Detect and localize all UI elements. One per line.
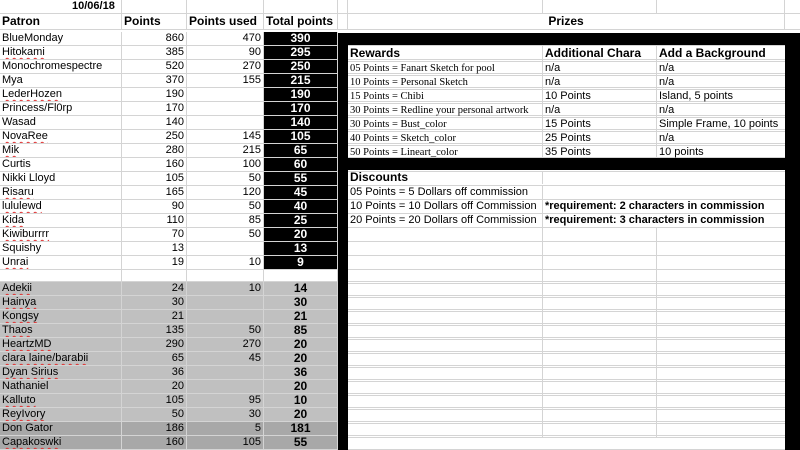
empty-cell[interactable] xyxy=(543,340,657,353)
empty-cell[interactable] xyxy=(348,354,543,367)
empty-cell[interactable] xyxy=(657,410,785,423)
total-points-cell[interactable]: 13 xyxy=(264,242,338,255)
total-points-cell[interactable]: 105 xyxy=(264,130,338,143)
empty-cell[interactable] xyxy=(657,340,785,353)
prizes-header[interactable]: Prizes xyxy=(348,14,785,29)
points-cell[interactable]: 165 xyxy=(122,186,187,199)
sheet-row-date xyxy=(0,0,800,14)
empty-cell[interactable] xyxy=(543,326,657,339)
points-cell[interactable]: 105 xyxy=(122,172,187,185)
patron-header[interactable]: Patron xyxy=(0,14,122,29)
patron-name-cell[interactable]: lululеwd xyxy=(0,200,122,213)
points-used-cell[interactable]: 100 xyxy=(187,158,264,171)
empty-cell[interactable] xyxy=(348,340,543,353)
additional-chara-cell[interactable]: 15 Points xyxy=(543,118,657,131)
reward-row xyxy=(348,90,785,104)
additional-chara-cell[interactable]: n/a xyxy=(543,76,657,89)
points-cell[interactable]: 160 xyxy=(122,436,187,449)
patron-name-cell[interactable]: Don Gator xyxy=(0,422,122,435)
reward-row xyxy=(348,118,785,132)
points-cell[interactable]: 110 xyxy=(122,214,187,227)
empty-row xyxy=(348,242,785,256)
empty-cell[interactable] xyxy=(348,410,543,423)
points-used-cell[interactable] xyxy=(187,102,264,115)
empty-row xyxy=(348,424,785,438)
discounts-header-row xyxy=(348,171,785,186)
additional-chara-cell[interactable]: n/a xyxy=(543,104,657,117)
empty-cell[interactable] xyxy=(348,312,543,325)
points-cell[interactable]: 19 xyxy=(122,256,187,269)
rewards-header[interactable]: Rewards xyxy=(348,46,543,61)
points-cell[interactable]: 65 xyxy=(122,352,187,365)
points-used-cell[interactable]: 120 xyxy=(187,186,264,199)
total-points-cell[interactable]: 20 xyxy=(264,228,338,241)
add-background-cell[interactable]: n/a xyxy=(659,62,675,74)
add-background-cell[interactable]: n/a xyxy=(659,132,675,144)
discount-cell[interactable]: 05 Points = 5 Dollars off commission xyxy=(348,186,543,199)
discount-row xyxy=(348,200,785,214)
points-cell[interactable]: 170 xyxy=(122,102,187,115)
points-cell[interactable]: 30 xyxy=(122,296,187,309)
empty-cell[interactable] xyxy=(348,270,543,283)
points-cell[interactable]: 70 xyxy=(122,228,187,241)
total-points-cell[interactable]: 170 xyxy=(264,102,338,115)
cell-blank-d[interactable] xyxy=(264,268,338,281)
patron-name-cell[interactable]: BlueMonday xyxy=(0,32,122,45)
empty-cell[interactable] xyxy=(348,368,543,381)
patron-name-cell[interactable]: Mya xyxy=(0,74,122,87)
points-cell[interactable]: 13 xyxy=(122,242,187,255)
total-points-cell[interactable]: 20 xyxy=(264,380,338,393)
discount-list xyxy=(348,186,785,228)
empty-row xyxy=(348,410,785,424)
points-cell[interactable]: 21 xyxy=(122,310,187,323)
empty-cell[interactable] xyxy=(657,326,785,339)
reward-cell[interactable]: 50 Points = Lineart_color xyxy=(348,146,543,159)
empty-cell[interactable] xyxy=(543,228,657,241)
prizes-right-band xyxy=(785,33,800,450)
points-cell[interactable]: 24 xyxy=(122,282,187,295)
patron-name-cell[interactable]: Mik xyxy=(0,144,122,157)
points-used-cell[interactable] xyxy=(187,380,264,393)
patron-name-cell[interactable]: Kiwiburrrr xyxy=(0,228,122,241)
points-used-cell[interactable]: 105 xyxy=(187,436,264,449)
points-cell[interactable]: 186 xyxy=(122,422,187,435)
empty-cell[interactable] xyxy=(348,256,543,269)
prizes-left-band xyxy=(338,33,348,450)
patron-name-cell[interactable]: Adekii xyxy=(0,282,122,295)
total-points-cell[interactable]: 14 xyxy=(264,282,338,295)
points-used-cell[interactable]: 270 xyxy=(187,338,264,351)
empty-cell[interactable] xyxy=(348,284,543,297)
points-cell[interactable]: 50 xyxy=(122,408,187,421)
discount-row xyxy=(348,214,785,228)
points-cell[interactable]: 135 xyxy=(122,324,187,337)
reward-row xyxy=(348,104,785,118)
empty-row xyxy=(348,270,785,284)
empty-cell[interactable] xyxy=(348,396,543,409)
empty-cell[interactable] xyxy=(543,396,657,409)
total-points-cell[interactable]: 40 xyxy=(264,200,338,213)
points-used-cell[interactable] xyxy=(187,116,264,129)
patron-name-cell[interactable]: Hainya xyxy=(0,296,122,309)
discount-cell[interactable]: 20 Points = 20 Dollars off Commission xyxy=(348,214,543,227)
cell-blank-b[interactable] xyxy=(122,268,187,281)
table-row xyxy=(0,436,800,450)
points-cell[interactable]: 140 xyxy=(122,116,187,129)
empty-cell[interactable] xyxy=(543,242,657,255)
total-points-cell[interactable]: 215 xyxy=(264,74,338,87)
discount-row xyxy=(348,186,785,200)
points-cell[interactable]: 860 xyxy=(122,32,187,45)
empty-row xyxy=(348,284,785,298)
empty-cell[interactable] xyxy=(657,270,785,283)
patron-name-cell[interactable]: Hitokami xyxy=(0,46,122,59)
points-used-cell[interactable] xyxy=(187,310,264,323)
total-points-cell[interactable]: 36 xyxy=(264,366,338,379)
cell-g1[interactable] xyxy=(543,0,657,13)
discount-note-cell[interactable]: *requirement: 3 characters in commission xyxy=(545,214,765,226)
total-points-cell[interactable]: 20 xyxy=(264,408,338,421)
additional-chara-cell[interactable]: 35 Points xyxy=(543,146,657,159)
patron-name-cell[interactable]: clara laine/barabii xyxy=(0,352,122,365)
cell-c1[interactable] xyxy=(187,0,264,13)
empty-cell[interactable] xyxy=(657,368,785,381)
add-background-header[interactable]: Add a Background xyxy=(659,46,766,60)
points-used-cell[interactable]: 45 xyxy=(187,352,264,365)
points-cell[interactable]: 250 xyxy=(122,130,187,143)
empty-cell[interactable] xyxy=(657,312,785,325)
rewards-bottom-band xyxy=(348,158,785,170)
date-label: 10/06/18 xyxy=(72,0,115,12)
cell-d1[interactable] xyxy=(264,0,338,13)
cell-blank-c[interactable] xyxy=(187,268,264,281)
cell-e2[interactable] xyxy=(338,14,348,29)
reward-row xyxy=(348,76,785,90)
patron-name-cell[interactable]: HeartzMD xyxy=(0,338,122,351)
empty-cell[interactable] xyxy=(657,284,785,297)
discounts-table xyxy=(348,171,785,228)
empty-cell[interactable] xyxy=(543,410,657,423)
patron-name-cell[interactable]: Nathaniel xyxy=(0,380,122,393)
points-used-cell[interactable]: 30 xyxy=(187,408,264,421)
total-points-cell[interactable]: 21 xyxy=(264,310,338,323)
additional-chara-cell[interactable]: 25 Points xyxy=(543,132,657,145)
total-points-cell[interactable]: 9 xyxy=(264,256,338,269)
total-points-cell[interactable]: 190 xyxy=(264,88,338,101)
total-points-cell[interactable]: 20 xyxy=(264,352,338,365)
reward-cell[interactable]: 30 Points = Redline your personal artwork xyxy=(348,104,543,117)
discount-note-cell[interactable] xyxy=(543,186,785,199)
patron-name-cell[interactable]: Risaru xyxy=(0,186,122,199)
points-used-cell[interactable]: 10 xyxy=(187,282,264,295)
points-used-cell[interactable]: 85 xyxy=(187,214,264,227)
empty-row xyxy=(348,312,785,326)
cell-discount-head-g[interactable] xyxy=(543,171,785,184)
empty-cell[interactable] xyxy=(543,298,657,311)
total-points-cell[interactable]: 55 xyxy=(264,436,338,449)
patron-name-cell[interactable]: Kida xyxy=(0,214,122,227)
empty-row xyxy=(348,340,785,354)
points-cell[interactable]: 290 xyxy=(122,338,187,351)
reward-cell[interactable]: 15 Points = Chibi xyxy=(348,90,543,103)
empty-cell[interactable] xyxy=(543,284,657,297)
patron-name-cell[interactable]: Squishy xyxy=(0,242,122,255)
points-used-cell[interactable]: 155 xyxy=(187,74,264,87)
add-background-cell[interactable]: n/a xyxy=(659,76,675,88)
empty-cell[interactable] xyxy=(543,354,657,367)
empty-cell[interactable] xyxy=(543,256,657,269)
empty-row xyxy=(348,228,785,242)
points-used-cell[interactable]: 145 xyxy=(187,130,264,143)
total-points-cell[interactable]: 181 xyxy=(264,422,338,435)
points-used-cell[interactable] xyxy=(187,296,264,309)
additional-chara-header[interactable] xyxy=(543,46,657,61)
additional-chara-cell[interactable]: 10 Points xyxy=(543,90,657,103)
patron-name-cell[interactable]: Princess/Fl0rp xyxy=(0,102,122,115)
empty-cell[interactable] xyxy=(657,242,785,255)
empty-cell[interactable] xyxy=(543,424,657,437)
add-background-cell[interactable]: n/a xyxy=(659,104,675,116)
empty-row xyxy=(348,326,785,340)
points-used-cell[interactable] xyxy=(187,242,264,255)
additional-chara-label: Additional Chara xyxy=(545,46,642,60)
total-points-header[interactable]: Total points xyxy=(264,14,338,29)
date-cell[interactable] xyxy=(60,0,187,13)
empty-cell[interactable] xyxy=(348,228,543,241)
points-cell[interactable]: 20 xyxy=(122,380,187,393)
empty-row xyxy=(348,298,785,312)
empty-cell[interactable] xyxy=(348,298,543,311)
reward-row xyxy=(348,132,785,146)
empty-cell[interactable] xyxy=(543,368,657,381)
empty-row xyxy=(348,256,785,270)
points-used-cell[interactable]: 50 xyxy=(187,228,264,241)
points-cell[interactable]: 90 xyxy=(122,200,187,213)
empty-row xyxy=(348,368,785,382)
patron-name-cell[interactable]: Nikki Lloyd xyxy=(0,172,122,185)
empty-cell[interactable] xyxy=(543,312,657,325)
total-points-cell[interactable]: 250 xyxy=(264,60,338,73)
empty-cell[interactable] xyxy=(348,424,543,437)
points-used-cell[interactable]: 50 xyxy=(187,172,264,185)
points-cell[interactable]: 160 xyxy=(122,158,187,171)
total-points-cell[interactable]: 390 xyxy=(264,32,338,45)
points-used-cell[interactable]: 90 xyxy=(187,46,264,59)
patron-name-cell[interactable]: Unrai xyxy=(0,256,122,269)
total-points-cell[interactable]: 20 xyxy=(264,338,338,351)
total-points-cell[interactable]: 45 xyxy=(264,186,338,199)
empty-cell[interactable] xyxy=(348,242,543,255)
reward-cell[interactable]: 10 Points = Personal Sketch xyxy=(348,76,543,89)
points-used-cell[interactable]: 270 xyxy=(187,60,264,73)
patron-name-cell[interactable]: Thaos xyxy=(0,324,122,337)
points-header[interactable]: Points xyxy=(122,14,187,29)
total-points-cell[interactable]: 30 xyxy=(264,296,338,309)
patron-name-cell[interactable]: Monochromespectre xyxy=(0,60,122,73)
points-cell[interactable]: 36 xyxy=(122,366,187,379)
points-used-cell[interactable] xyxy=(187,88,264,101)
header-row xyxy=(0,14,800,30)
points-cell[interactable]: 520 xyxy=(122,60,187,73)
points-used-cell[interactable]: 5 xyxy=(187,422,264,435)
patron-name-cell[interactable]: Curtis xyxy=(0,158,122,171)
patron-name-cell[interactable]: NovaRee xyxy=(0,130,122,143)
points-used-cell[interactable]: 50 xyxy=(187,200,264,213)
points-cell[interactable]: 370 xyxy=(122,74,187,87)
points-used-header[interactable]: Points used xyxy=(187,14,264,29)
cell-h1[interactable] xyxy=(657,0,785,13)
empty-cell[interactable] xyxy=(657,228,785,241)
cell-blank-a[interactable] xyxy=(0,268,122,281)
points-cell[interactable]: 385 xyxy=(122,46,187,59)
patron-name-cell[interactable]: Kalluto xyxy=(0,394,122,407)
add-background-cell[interactable]: 10 points xyxy=(659,146,704,158)
empty-cell[interactable] xyxy=(657,256,785,269)
total-points-cell[interactable]: 65 xyxy=(264,144,338,157)
points-used-cell[interactable] xyxy=(187,366,264,379)
empty-row xyxy=(348,354,785,368)
points-cell[interactable]: 190 xyxy=(122,88,187,101)
cell-f1[interactable] xyxy=(348,0,543,13)
points-used-cell[interactable]: 95 xyxy=(187,394,264,407)
empty-row xyxy=(348,382,785,396)
points-used-cell[interactable]: 50 xyxy=(187,324,264,337)
patron-name-cell[interactable]: Dyan Sirius xyxy=(0,366,122,379)
points-cell[interactable]: 280 xyxy=(122,144,187,157)
total-points-cell[interactable]: 55 xyxy=(264,172,338,185)
total-points-cell[interactable]: 25 xyxy=(264,214,338,227)
reward-list xyxy=(348,62,785,160)
points-used-cell[interactable]: 215 xyxy=(187,144,264,157)
patron-name-cell[interactable]: Wasad xyxy=(0,116,122,129)
reward-cell[interactable]: 40 Points = Sketch_color xyxy=(348,132,543,145)
patron-name-cell[interactable]: Kongsy xyxy=(0,310,122,323)
empty-cell[interactable] xyxy=(657,354,785,367)
cell-e1[interactable] xyxy=(338,0,348,13)
discounts-header[interactable]: Discounts xyxy=(348,171,543,184)
total-points-cell[interactable]: 140 xyxy=(264,116,338,129)
patron-name-cell[interactable]: ReyIvory xyxy=(0,408,122,421)
additional-chara-cell[interactable]: n/a xyxy=(543,62,657,75)
total-points-cell[interactable]: 60 xyxy=(264,158,338,171)
points-used-cell[interactable]: 470 xyxy=(187,32,264,45)
total-points-cell[interactable]: 10 xyxy=(264,394,338,407)
empty-cell[interactable] xyxy=(657,298,785,311)
rewards-header-row xyxy=(348,46,785,62)
empty-cell[interactable] xyxy=(543,382,657,395)
discount-cell[interactable]: 10 Points = 10 Dollars off Commission xyxy=(348,200,543,213)
empty-cell[interactable] xyxy=(657,396,785,409)
points-used-cell[interactable]: 10 xyxy=(187,256,264,269)
empty-cell[interactable] xyxy=(657,382,785,395)
rewards-table xyxy=(348,46,785,160)
patron-name-cell[interactable]: Capakoswki xyxy=(0,436,122,449)
total-points-cell[interactable]: 85 xyxy=(264,324,338,337)
reward-cell[interactable]: 05 Points = Fanart Sketch for pool xyxy=(348,62,543,75)
empty-cell[interactable] xyxy=(543,270,657,283)
empty-row xyxy=(348,396,785,410)
patron-name-cell[interactable]: LederHozen xyxy=(0,88,122,101)
prizes-top-band xyxy=(348,33,785,45)
reward-cell[interactable]: 30 Points = Bust_color xyxy=(348,118,543,131)
empty-cell[interactable] xyxy=(348,326,543,339)
total-points-cell[interactable]: 295 xyxy=(264,46,338,59)
empty-cell[interactable] xyxy=(348,382,543,395)
empty-cell[interactable] xyxy=(657,424,785,437)
points-cell[interactable]: 105 xyxy=(122,394,187,407)
add-background-cell[interactable]: Island, 5 points xyxy=(659,90,733,102)
reward-row xyxy=(348,62,785,76)
add-background-cell[interactable]: Simple Frame, 10 points xyxy=(659,118,779,130)
discount-note-cell[interactable]: *requirement: 2 characters in commission xyxy=(545,200,765,212)
